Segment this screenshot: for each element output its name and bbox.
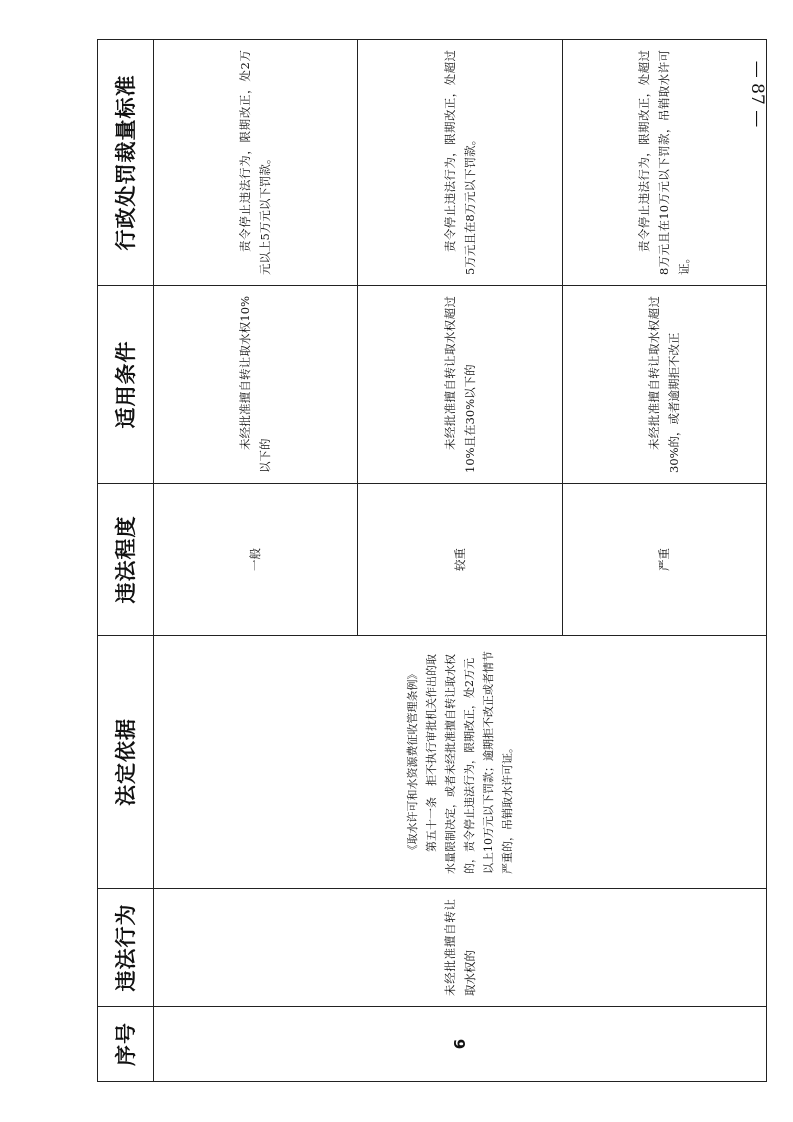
cell-behavior <box>153 889 766 1007</box>
header-standard: 行政处罚裁量标准 <box>98 40 154 286</box>
cell-seq: 6 <box>153 1007 766 1082</box>
page-number-text: — 87 — <box>747 60 767 128</box>
condition-text: 未经批准擅自转让取水权超过10%且在30%以下的 <box>442 296 477 473</box>
cell-condition <box>562 286 766 484</box>
standard-text: 责令停止违法行为，限期改正，处超过8万元且在10万元以下罚款，吊销取水许可证。 <box>637 50 692 275</box>
standard-text: 责令停止违法行为，限期改正，处超过5万元且在8万元以下罚款。 <box>442 50 477 275</box>
condition-text: 未经批准擅自转让取水权超过30%的，或者逾期拒不改正 <box>647 296 682 473</box>
cell-basis <box>153 636 766 889</box>
cell-standard <box>562 40 766 286</box>
condition-text: 未经批准擅自转让取水权10%以下的 <box>238 296 273 473</box>
header-degree: 违法程度 <box>98 484 154 636</box>
behavior-text: 未经批准擅自转让取水权的 <box>442 899 477 996</box>
header-condition: 适用条件 <box>98 286 154 484</box>
table-row <box>153 40 357 1082</box>
cell-standard <box>358 40 562 286</box>
header-behavior: 违法行为 <box>98 889 154 1007</box>
cell-condition <box>358 286 562 484</box>
basis-block <box>403 636 517 888</box>
header-basis: 法定依据 <box>98 636 154 889</box>
cell-condition <box>153 286 357 484</box>
header-seq: 序号 <box>98 1007 154 1082</box>
rotated-table-wrapper <box>97 40 767 1082</box>
page-number <box>737 40 777 150</box>
cell-degree: 较重 <box>358 484 562 636</box>
penalty-table <box>97 39 767 1082</box>
table-header-row <box>98 40 154 1082</box>
basis-title: 《取水许可和水资源费征收管理条例》 <box>405 668 419 856</box>
cell-degree: 严重 <box>562 484 766 636</box>
cell-standard <box>153 40 357 286</box>
standard-text: 责令停止违法行为，限期改正，处2万元以上5万元以下罚款。 <box>238 50 273 275</box>
cell-degree: 一般 <box>153 484 357 636</box>
basis-body: 第五十一条 拒不执行审批机关作出的取水量限制决定，或者未经批准擅自转让取水权的，责令停止违法行为，限期改正，处2万元以上10万元以下罚款；逾期拒不改正或者情节严重的，吊销取水许可证。 <box>424 651 514 874</box>
